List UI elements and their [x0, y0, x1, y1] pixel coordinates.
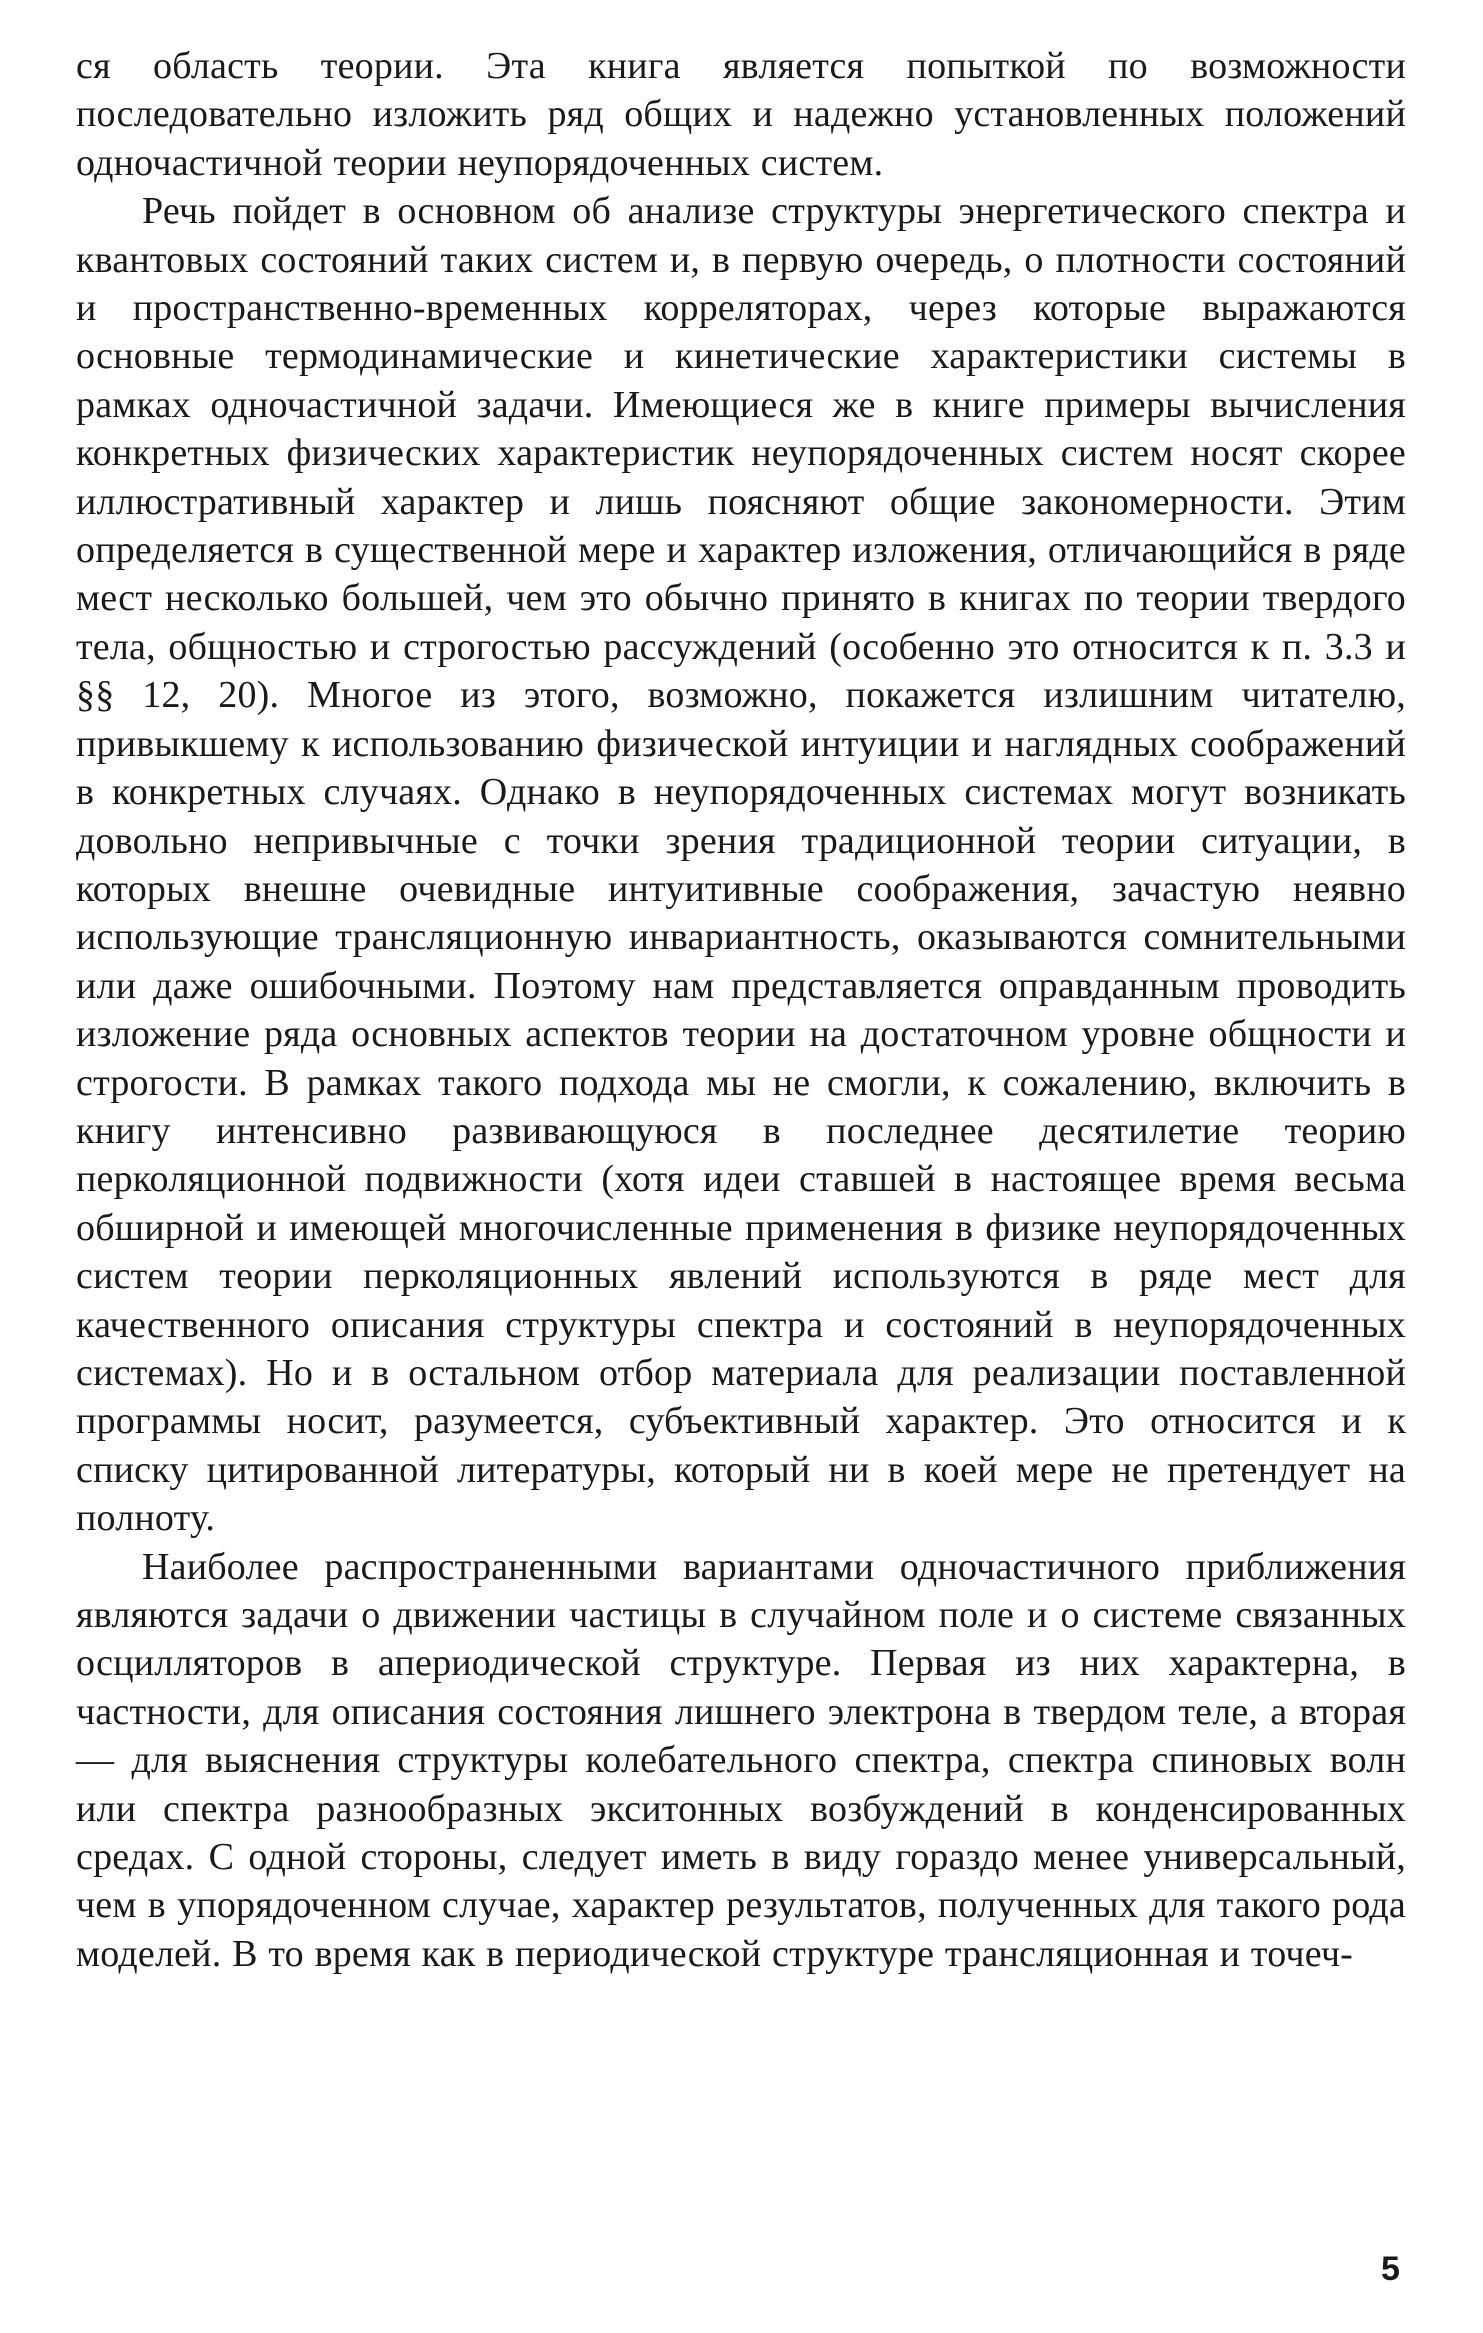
page-number: 5	[1381, 2250, 1400, 2288]
paragraph-continuation: ся область теории. Эта книга является попыткой по возможности последовательно изложить ряд общих и надежно установленных положений одночастичной теории неупорядоченных систем.	[76, 45, 1406, 184]
paragraph-scope-of-book: Речь пойдет в основном об анализе структуры энергетического спектра и квантовых состояний таких систем и, в первую очередь, о плотности состояний и пространственно-временных корреляторах, через которые выражаются основные термодинамические и кинетические характеристики системы в рамках одночастичной задачи. Имеющиеся же в книге примеры вычисления конкретных физических характеристик неупорядоченных систем носят скорее иллюстративный характер и лишь поясняют общие закономерности. Этим определяется в существенной мере и характер изложения, отличающийся в ряде мест несколько большей, чем это обычно принято в книгах по теории твердого тела, общностью и строгостью рассуждений (особенно это относится к п. 3.3 и §§ 12, 20). Многое из этого, возможно, покажется излишним читателю, привыкшему к использованию физической интуиции и наглядных соображений в конкретных случаях. Однако в неупорядоченных системах могут возникать довольно непривычные с точки зрения традиционной теории ситуации, в которых внешне очевидные интуитивные соображения, зачастую неявно использующие трансляционную инвариантность, оказываются сомнительными или даже ошибочными. Поэтому нам представляется оправданным проводить изложение ряда основных аспектов теории на достаточном уровне общности и строгости. В рамках такого подхода мы не смогли, к сожалению, включить в книгу интенсивно развивающуюся в последнее десятилетие теорию перколяционной подвижности (хотя идеи ставшей в настоящее время весьма обширной и имеющей многочисленные применения в физике неупорядоченных систем теории перколяционных явлений используются в ряде мест для качественного описания структуры спектра и состояний в неупорядоченных системах). Но и в остальном отбор материала для реализации поставленной программы носит, разумеется, субъективный характер. Это относится и к списку цитированной литературы, который ни в коей мере не претендует на полноту.	[76, 190, 1406, 1540]
paragraph-one-particle-models: Наиболее распространенными вариантами одночастичного приближения являются задачи о движении частицы в случайном поле и о системе связанных осцилляторов в апериодической структуре. Первая из них характерна, в частности, для описания состояния лишнего электрона в твердом теле, а вторая — для выяснения структуры колебательного спектра, спектра спиновых волн или спектра разнообразных экситонных возбуждений в конденсированных средах. С одной стороны, следует иметь в виду гораздо менее универсальный, чем в упорядоченном случае, характер результатов, полученных для такого рода моделей. В то время как в периодической структуре трансляционная и точеч-	[76, 1545, 1406, 1975]
body-text	[76, 42, 1406, 1978]
